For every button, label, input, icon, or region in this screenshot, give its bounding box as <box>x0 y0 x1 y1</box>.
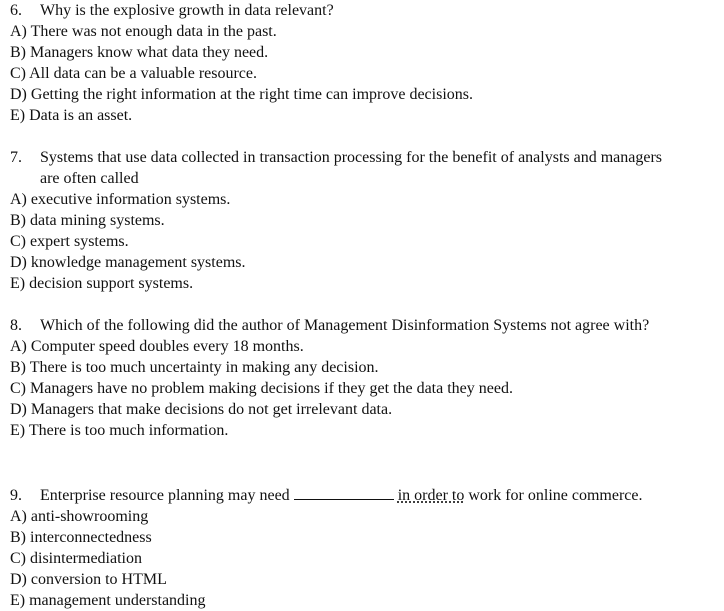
option-d: D) Getting the right information at the right time can improve decisions. <box>10 86 473 103</box>
option-e: E) decision support systems. <box>10 275 194 292</box>
option-a: A) executive information systems. <box>10 191 231 208</box>
question-text-after: work for online commerce. <box>468 487 643 504</box>
question-9 <box>10 485 643 611</box>
option-e: E) management understanding <box>10 592 206 609</box>
question-text-dotted: in order to <box>397 487 465 504</box>
question-number: 7. <box>10 149 22 166</box>
option-c: C) Managers have no problem making decisions if they get the data they need. <box>10 380 513 397</box>
question-header <box>10 0 473 21</box>
option-b: B) interconnectedness <box>10 529 152 546</box>
question-text: Systems that use data collected in transaction processing for the benefit of analysts and managers are often called <box>40 149 663 187</box>
question-number: 8. <box>10 317 22 334</box>
question-number: 6. <box>10 2 22 19</box>
option-d: D) Managers that make decisions do not get irrelevant data. <box>10 401 393 418</box>
question-7 <box>10 147 680 294</box>
option-b: B) Managers know what data they need. <box>10 44 269 61</box>
question-text <box>40 485 643 506</box>
question-header <box>10 315 700 336</box>
option-a: A) Computer speed doubles every 18 months. <box>10 338 304 355</box>
option-e: E) There is too much information. <box>10 422 229 439</box>
question-6 <box>10 0 473 126</box>
option-b: B) data mining systems. <box>10 212 165 229</box>
option-e: E) Data is an asset. <box>10 107 133 124</box>
question-text: Which of the following did the author of Management Disinformation Systems not agree with? <box>40 317 650 334</box>
option-c: C) All data can be a valuable resource. <box>10 65 257 82</box>
option-d: D) knowledge management systems. <box>10 254 246 271</box>
option-b: B) There is too much uncertainty in making any decision. <box>10 359 379 376</box>
option-a: A) There was not enough data in the past. <box>10 23 277 40</box>
question-header <box>10 147 680 189</box>
question-8 <box>10 315 700 441</box>
option-a: A) anti-showrooming <box>10 508 149 525</box>
answer-blank <box>294 485 394 500</box>
option-d: D) conversion to HTML <box>10 571 167 588</box>
question-header <box>10 485 643 506</box>
question-number: 9. <box>10 487 22 504</box>
option-c: C) expert systems. <box>10 233 129 250</box>
option-c: C) disintermediation <box>10 550 142 567</box>
question-text: Why is the explosive growth in data relevant? <box>40 2 334 19</box>
question-text-before: Enterprise resource planning may need <box>40 487 290 504</box>
